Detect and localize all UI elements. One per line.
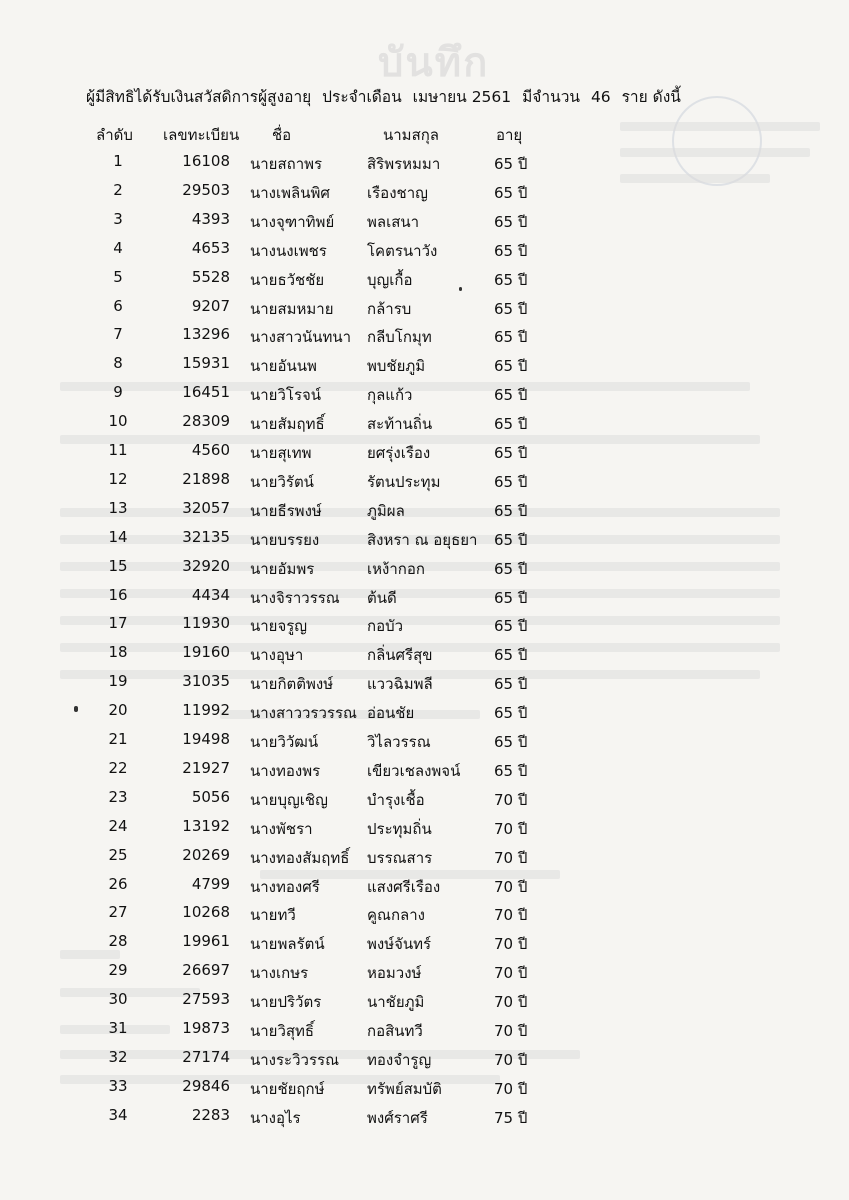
row-age: 65 ปี: [494, 501, 528, 520]
row-surname: สิงหรา ณ อยุธยา: [367, 530, 478, 549]
table-row: [0, 614, 849, 642]
row-age: 65 ปี: [494, 155, 528, 173]
row-registration: 13296: [182, 325, 230, 344]
scan-speck: [74, 706, 78, 712]
row-name: นางทองสัมฤทธิ์: [250, 848, 350, 867]
row-age: 65 ปี: [494, 357, 528, 376]
row-name: นางสาวนันทนา: [250, 328, 352, 347]
row-number: 8: [113, 354, 123, 373]
row-age: 70 ปี: [494, 790, 528, 809]
row-name: นายวิรัตน์: [250, 472, 314, 491]
row-surname: บรรณสาร: [367, 848, 433, 867]
row-surname: พบชัยภูมิ: [367, 357, 426, 376]
row-registration: 10268: [182, 903, 230, 922]
row-surname: เหง้ากอก: [367, 559, 425, 578]
row-number: 4: [113, 238, 123, 257]
row-name: นายวิสุทธิ์: [250, 1022, 315, 1040]
row-number: 12: [108, 469, 128, 488]
row-registration: 4434: [191, 585, 230, 604]
heading-text: ผู้มีสิทธิได้รับเงินสวัสดิการผู้สูงอายุ: [86, 88, 312, 106]
row-age: 70 ปี: [494, 1050, 528, 1069]
row-surname: ทรัพย์สมบัติ: [367, 1079, 442, 1098]
row-number: 24: [108, 816, 128, 835]
row-registration: 20269: [182, 845, 230, 864]
bleed-through-mark: บันทึก: [378, 40, 490, 86]
row-registration: 11992: [182, 701, 230, 720]
row-age: 70 ปี: [494, 906, 528, 925]
row-registration: 4653: [191, 238, 230, 257]
row-age: 65 ปี: [494, 617, 528, 636]
row-surname: แสงศรีเรือง: [367, 877, 441, 896]
row-number: 6: [113, 296, 123, 315]
row-number: 34: [108, 1105, 128, 1124]
row-name: นางทองพร: [250, 761, 321, 780]
row-surname: เรืองชาญ: [367, 183, 428, 202]
heading-month-value: เมษายน 2561: [412, 88, 512, 106]
row-surname: ภูมิผล: [367, 501, 405, 520]
row-number: 31: [108, 1019, 128, 1037]
row-registration: 28309: [182, 412, 230, 431]
table-row: [0, 239, 849, 267]
row-number: 19: [108, 672, 128, 691]
row-name: นางพัชรา: [250, 819, 313, 838]
row-age: 65 ปี: [494, 386, 528, 405]
row-number: 3: [113, 209, 123, 228]
row-registration: 2283: [191, 1105, 230, 1124]
heading-count-suffix: ราย ดังนี้: [621, 88, 681, 106]
row-name: นายสถาพร: [250, 155, 323, 173]
table-row: [0, 441, 849, 469]
row-age: 65 ปี: [494, 704, 528, 723]
row-number: 26: [108, 874, 128, 893]
table-row: [0, 210, 849, 238]
row-name: นายวิโรจน์: [250, 386, 322, 405]
row-name: นายสมหมาย: [250, 299, 334, 318]
row-registration: 15931: [182, 354, 230, 373]
row-name: นายวิวัฒน์: [250, 733, 319, 751]
row-name: นางสาววรวรรณ: [250, 704, 357, 723]
row-name: นายบุญเชิญ: [250, 790, 328, 809]
row-surname: รัตนประทุม: [367, 472, 441, 491]
table-row: [0, 701, 849, 729]
row-age: 75 ปี: [494, 1108, 528, 1127]
row-registration: 19498: [182, 730, 230, 748]
row-surname: สะท้านถิ่น: [367, 415, 433, 434]
row-name: นายพลรัตน์: [250, 935, 325, 954]
table-row: [0, 181, 849, 209]
row-age: 65 ปี: [494, 444, 528, 462]
row-number: 25: [108, 845, 128, 864]
row-registration: 11930: [182, 614, 230, 633]
table-row: [0, 672, 849, 700]
row-surname: กอบัว: [367, 617, 404, 636]
row-surname: กลิ่นศรีสุข: [367, 646, 433, 665]
row-age: 70 ปี: [494, 1022, 528, 1040]
row-age: 65 ปี: [494, 328, 528, 347]
column-header-reg: เลขทะเบียน: [163, 126, 240, 144]
row-surname: กลีบโกมุท: [367, 328, 432, 347]
row-number: 15: [108, 556, 128, 575]
row-number: 7: [113, 325, 123, 344]
row-name: นางนงเพชร: [250, 241, 327, 260]
row-surname: กล้ารบ: [367, 299, 412, 318]
row-name: นางระวิวรรณ: [250, 1050, 339, 1069]
row-number: 17: [108, 614, 128, 633]
row-surname: สิริพรหมมา: [367, 155, 441, 173]
row-age: 65 ปี: [494, 212, 528, 231]
row-registration: 27593: [182, 990, 230, 1009]
column-header-no: ลำดับ: [96, 126, 133, 144]
table-row: [0, 268, 849, 296]
row-name: นางอุไร: [250, 1108, 301, 1127]
row-name: นางอุษา: [250, 646, 304, 665]
row-registration: 29846: [182, 1076, 230, 1095]
row-number: 1: [113, 152, 123, 170]
row-registration: 26697: [182, 961, 230, 980]
heading-count-value: 46: [590, 88, 611, 106]
row-surname: โคตรนาวัง: [367, 241, 438, 260]
row-number: 9: [113, 383, 123, 402]
row-number: 11: [108, 441, 128, 459]
row-registration: 9207: [191, 296, 230, 315]
row-name: นายสัมฤทธิ์: [250, 415, 325, 434]
row-name: นางจุฑาทิพย์: [250, 212, 335, 231]
table-row: [0, 152, 849, 180]
row-number: 20: [108, 701, 128, 720]
document-heading: [86, 84, 687, 109]
table-row: [0, 1019, 849, 1047]
row-age: 65 ปี: [494, 588, 528, 607]
row-number: 5: [113, 267, 123, 286]
table-row: [0, 903, 849, 931]
table-row: [0, 470, 849, 498]
row-name: นายทวี: [250, 906, 296, 925]
row-registration: 4560: [191, 441, 230, 459]
heading-month-label: ประจำเดือน: [322, 88, 402, 106]
row-surname: กอสินทวี: [367, 1022, 423, 1040]
row-number: 32: [108, 1047, 128, 1066]
row-age: 70 ปี: [494, 877, 528, 896]
row-registration: 21898: [182, 469, 230, 488]
row-surname: บำรุงเชื้อ: [367, 790, 425, 809]
table-row: [0, 297, 849, 325]
row-surname: พงศ์ราศรี: [367, 1108, 428, 1127]
row-age: 70 ปี: [494, 993, 528, 1012]
table-row: [0, 557, 849, 585]
table-row: [0, 730, 849, 758]
table-row: [0, 1077, 849, 1105]
row-registration: 5528: [191, 267, 230, 286]
row-age: 65 ปี: [494, 241, 528, 260]
row-surname: กุลแก้ว: [367, 386, 413, 405]
row-number: 23: [108, 787, 128, 806]
table-row: [0, 383, 849, 411]
row-surname: คูณกลาง: [367, 906, 425, 925]
row-surname: นาชัยภูมิ: [367, 993, 425, 1012]
row-registration: 21927: [182, 758, 230, 777]
row-name: นางเพลินพิศ: [250, 183, 330, 202]
row-surname: พงษ์จันทร์: [367, 935, 432, 954]
row-registration: 29503: [182, 180, 230, 199]
row-surname: แววฉิมพลี: [367, 675, 433, 694]
row-number: 10: [108, 412, 128, 431]
table-row: [0, 354, 849, 382]
row-registration: 19961: [182, 932, 230, 951]
row-age: 70 ปี: [494, 935, 528, 954]
row-number: 29: [108, 961, 128, 980]
row-number: 21: [108, 730, 128, 748]
table-row: [0, 990, 849, 1018]
table-row: [0, 499, 849, 527]
row-registration: 16451: [182, 383, 230, 402]
scan-speck: [459, 287, 462, 291]
row-number: 13: [108, 498, 128, 517]
row-registration: 32920: [182, 556, 230, 575]
table-row: [0, 759, 849, 787]
row-surname: วิไลวรรณ: [367, 733, 431, 751]
table-row: [0, 961, 849, 989]
column-header-name: ชื่อ: [272, 126, 292, 144]
row-surname: เขียวเชลงพจน์: [367, 761, 461, 780]
table-row: [0, 846, 849, 874]
row-name: นายธวัชชัย: [250, 270, 325, 289]
row-number: 2: [113, 180, 123, 199]
row-number: 27: [108, 903, 128, 922]
row-name: นางทองศรี: [250, 877, 320, 896]
row-age: 65 ปี: [494, 559, 528, 578]
row-registration: 27174: [182, 1047, 230, 1066]
row-age: 65 ปี: [494, 299, 528, 318]
row-age: 65 ปี: [494, 675, 528, 694]
table-row: [0, 412, 849, 440]
table-row: [0, 528, 849, 556]
row-age: 70 ปี: [494, 1079, 528, 1098]
row-number: 22: [108, 758, 128, 777]
row-age: 70 ปี: [494, 819, 528, 838]
row-registration: 4799: [191, 874, 230, 893]
table-row: [0, 875, 849, 903]
row-surname: อ่อนชัย: [367, 704, 415, 723]
row-surname: ยศรุ่งเรือง: [367, 444, 431, 462]
row-surname: บุญเกื้อ: [367, 270, 413, 289]
row-number: 14: [108, 527, 128, 546]
row-registration: 5056: [191, 787, 230, 806]
row-surname: หอมวงษ์: [367, 964, 422, 983]
row-age: 65 ปี: [494, 733, 528, 751]
row-surname: ต้นดี: [367, 588, 397, 607]
row-age: 70 ปี: [494, 848, 528, 867]
row-age: 65 ปี: [494, 415, 528, 434]
row-registration: 31035: [182, 672, 230, 691]
row-number: 18: [108, 643, 128, 662]
row-surname: พลเสนา: [367, 212, 420, 231]
row-registration: 13192: [182, 816, 230, 835]
row-surname: ทองจำรูญ: [367, 1050, 432, 1069]
column-header-surname: นามสกุล: [383, 126, 439, 144]
table-row: [0, 788, 849, 816]
row-name: นายกิตติพงษ์: [250, 675, 334, 694]
heading-count-label: มีจำนวน: [522, 88, 580, 106]
row-number: 30: [108, 990, 128, 1009]
row-registration: 19873: [182, 1019, 230, 1037]
table-row: [0, 817, 849, 845]
row-age: 65 ปี: [494, 472, 528, 491]
row-name: นายอัมพร: [250, 559, 315, 578]
row-registration: 32135: [182, 527, 230, 546]
row-name: นางจิราวรรณ: [250, 588, 340, 607]
row-name: นายจรูญ: [250, 617, 308, 636]
row-number: 16: [108, 585, 128, 604]
row-age: 65 ปี: [494, 270, 528, 289]
row-number: 33: [108, 1076, 128, 1095]
row-name: นายสุเทพ: [250, 444, 312, 462]
row-name: นายบรรยง: [250, 530, 320, 549]
row-name: นายปริวัตร: [250, 993, 322, 1012]
row-registration: 4393: [191, 209, 230, 228]
row-name: นางเกษร: [250, 964, 309, 983]
row-name: นายธีรพงษ์: [250, 501, 322, 520]
row-age: 65 ปี: [494, 646, 528, 665]
table-row: [0, 932, 849, 960]
row-number: 28: [108, 932, 128, 951]
row-age: 70 ปี: [494, 964, 528, 983]
row-name: นายชัยฤกษ์: [250, 1079, 325, 1098]
row-surname: ประทุมถิ่น: [367, 819, 432, 838]
row-age: 65 ปี: [494, 761, 528, 780]
table-row: [0, 586, 849, 614]
table-row: [0, 643, 849, 671]
table-row: [0, 325, 849, 353]
row-age: 65 ปี: [494, 183, 528, 202]
table-row: [0, 1106, 849, 1134]
row-registration: 32057: [182, 498, 230, 517]
row-registration: 16108: [182, 152, 230, 170]
column-header-age: อายุ: [496, 126, 523, 144]
row-registration: 19160: [182, 643, 230, 662]
row-name: นายอันนพ: [250, 357, 317, 376]
row-age: 65 ปี: [494, 530, 528, 549]
table-row: [0, 1048, 849, 1076]
